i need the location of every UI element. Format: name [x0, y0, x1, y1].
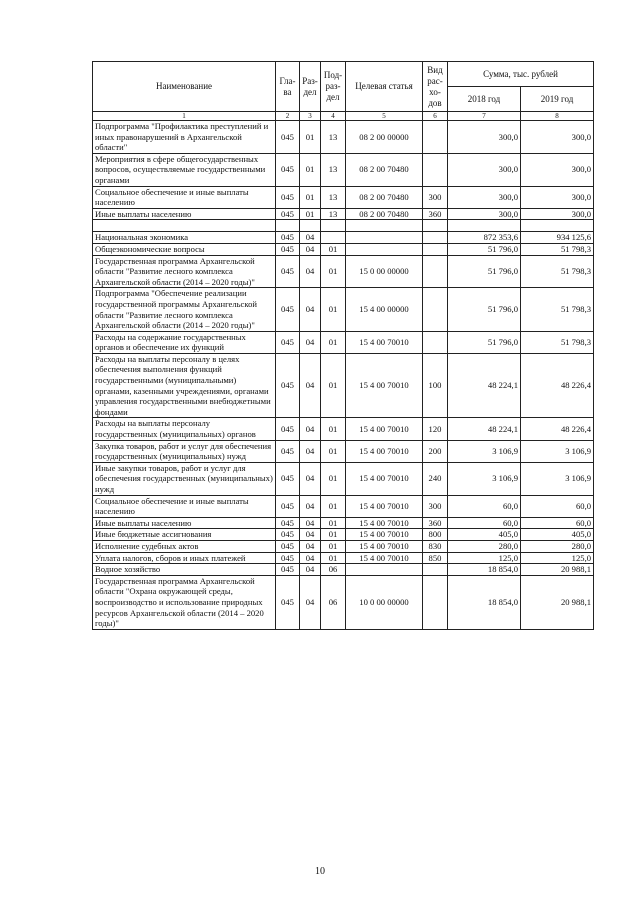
- row-vid-cell: 200: [423, 440, 448, 462]
- row-vid-cell: 300: [423, 186, 448, 208]
- table-row: [93, 418, 594, 440]
- row-sum-2019-cell: 60,0: [521, 517, 594, 529]
- row-razdel-cell: 04: [300, 418, 321, 440]
- row-podrazdel-cell: 01: [321, 462, 346, 495]
- row-glava-cell: 045: [276, 575, 300, 629]
- row-vid-cell: [423, 121, 448, 154]
- row-target-cell: [346, 232, 423, 244]
- row-vid-cell: 850: [423, 552, 448, 564]
- row-sum-2018-cell: 18 854,0: [448, 564, 521, 576]
- row-target-cell: 15 4 00 70010: [346, 552, 423, 564]
- row-glava-cell: 045: [276, 418, 300, 440]
- row-sum-2019-cell: 3 106,9: [521, 440, 594, 462]
- row-target-cell: 15 4 00 70010: [346, 440, 423, 462]
- row-sum-2019-cell: 51 798,3: [521, 255, 594, 288]
- row-sum-2018-cell: 48 224,1: [448, 353, 521, 418]
- row-target-cell: 15 4 00 70010: [346, 331, 423, 353]
- row-name-cell: Общеэкономические вопросы: [93, 243, 276, 255]
- row-podrazdel-cell: 01: [321, 517, 346, 529]
- row-target-cell: [346, 220, 423, 232]
- row-sum-2019-cell: 125,0: [521, 552, 594, 564]
- row-sum-2018-cell: 51 796,0: [448, 255, 521, 288]
- budget-table: [92, 61, 594, 630]
- row-sum-2018-cell: 48 224,1: [448, 418, 521, 440]
- row-target-cell: 15 4 00 70010: [346, 540, 423, 552]
- row-glava-cell: 045: [276, 243, 300, 255]
- row-name-cell: Расходы на выплаты персоналу в целях обеспечения выполнения функций государственными (муниципальными) органами, казенными учреждениями, органами управления государственными внебюджетными фондами: [93, 353, 276, 418]
- header-2019: 2019 год: [521, 87, 594, 112]
- row-podrazdel-cell: 01: [321, 353, 346, 418]
- table-row: [93, 243, 594, 255]
- row-vid-cell: [423, 232, 448, 244]
- row-target-cell: 08 2 00 70480: [346, 153, 423, 186]
- header-vid: Вид рас-хо-дов: [423, 62, 448, 112]
- row-name-cell: Водное хозяйство: [93, 564, 276, 576]
- header-glava: Гла-ва: [276, 62, 300, 112]
- row-target-cell: 15 4 00 70010: [346, 353, 423, 418]
- budget-document-page: [92, 61, 593, 630]
- row-target-cell: [346, 243, 423, 255]
- table-row: [93, 121, 594, 154]
- row-razdel-cell: [300, 220, 321, 232]
- row-name-cell: Государственная программа Архангельской области "Развитие лесного комплекса Архангельской области (2014 – 2020 годы)": [93, 255, 276, 288]
- row-podrazdel-cell: 01: [321, 418, 346, 440]
- row-vid-cell: 800: [423, 529, 448, 541]
- column-number: 2: [276, 112, 300, 121]
- row-razdel-cell: 01: [300, 186, 321, 208]
- row-podrazdel-cell: 13: [321, 153, 346, 186]
- row-vid-cell: 100: [423, 353, 448, 418]
- row-razdel-cell: 04: [300, 353, 321, 418]
- row-razdel-cell: 04: [300, 564, 321, 576]
- column-number: 1: [93, 112, 276, 121]
- row-razdel-cell: 01: [300, 208, 321, 220]
- row-name-cell: Подпрограмма "Обеспечение реализации государственной программы Архангельской области "Развитие лесного комплекса Архангельской области (2014 – 2020 годы)": [93, 288, 276, 331]
- row-target-cell: 10 0 00 00000: [346, 575, 423, 629]
- row-glava-cell: 045: [276, 121, 300, 154]
- row-target-cell: 15 4 00 70010: [346, 418, 423, 440]
- row-podrazdel-cell: 01: [321, 552, 346, 564]
- row-glava-cell: 045: [276, 564, 300, 576]
- row-glava-cell: 045: [276, 462, 300, 495]
- row-vid-cell: [423, 255, 448, 288]
- row-sum-2018-cell: 51 796,0: [448, 331, 521, 353]
- row-sum-2019-cell: 300,0: [521, 208, 594, 220]
- row-sum-2018-cell: [448, 220, 521, 232]
- table-spacer-row: [93, 220, 594, 232]
- row-sum-2018-cell: 300,0: [448, 153, 521, 186]
- column-number: 6: [423, 112, 448, 121]
- table-row: [93, 529, 594, 541]
- row-sum-2018-cell: 300,0: [448, 208, 521, 220]
- row-target-cell: 15 4 00 70010: [346, 517, 423, 529]
- row-sum-2019-cell: 280,0: [521, 540, 594, 552]
- row-razdel-cell: 04: [300, 462, 321, 495]
- row-sum-2018-cell: 300,0: [448, 186, 521, 208]
- row-podrazdel-cell: 01: [321, 529, 346, 541]
- row-name-cell: Уплата налогов, сборов и иных платежей: [93, 552, 276, 564]
- row-name-cell: Исполнение судебных актов: [93, 540, 276, 552]
- row-sum-2019-cell: 51 798,3: [521, 243, 594, 255]
- table-row: [93, 353, 594, 418]
- row-razdel-cell: 01: [300, 121, 321, 154]
- row-sum-2019-cell: 20 988,1: [521, 575, 594, 629]
- row-sum-2019-cell: 51 798,3: [521, 331, 594, 353]
- row-razdel-cell: 04: [300, 575, 321, 629]
- table-row: [93, 208, 594, 220]
- table-row: [93, 331, 594, 353]
- column-number: 3: [300, 112, 321, 121]
- table-row: [93, 517, 594, 529]
- row-podrazdel-cell: 01: [321, 440, 346, 462]
- row-sum-2018-cell: 300,0: [448, 121, 521, 154]
- row-target-cell: [346, 564, 423, 576]
- row-podrazdel-cell: 01: [321, 288, 346, 331]
- row-glava-cell: 045: [276, 440, 300, 462]
- row-target-cell: 15 4 00 70010: [346, 529, 423, 541]
- row-name-cell: Расходы на выплаты персоналу государственных (муниципальных) органов: [93, 418, 276, 440]
- row-sum-2019-cell: 3 106,9: [521, 462, 594, 495]
- row-sum-2019-cell: 20 988,1: [521, 564, 594, 576]
- row-sum-2018-cell: 60,0: [448, 517, 521, 529]
- row-podrazdel-cell: 01: [321, 540, 346, 552]
- row-glava-cell: 045: [276, 208, 300, 220]
- row-vid-cell: [423, 243, 448, 255]
- header-razdel: Раз-дел: [300, 62, 321, 112]
- row-sum-2019-cell: [521, 220, 594, 232]
- row-name-cell: Закупка товаров, работ и услуг для обеспечения государственных (муниципальных) нужд: [93, 440, 276, 462]
- row-name-cell: Расходы на содержание государственных органов и обеспечение их функций: [93, 331, 276, 353]
- row-sum-2018-cell: 60,0: [448, 495, 521, 517]
- table-row: [93, 153, 594, 186]
- row-sum-2019-cell: 300,0: [521, 121, 594, 154]
- row-sum-2018-cell: 3 106,9: [448, 440, 521, 462]
- row-glava-cell: 045: [276, 529, 300, 541]
- table-row: [93, 232, 594, 244]
- row-glava-cell: 045: [276, 495, 300, 517]
- row-name-cell: Национальная экономика: [93, 232, 276, 244]
- row-target-cell: 15 4 00 00000: [346, 288, 423, 331]
- column-number: 4: [321, 112, 346, 121]
- row-sum-2018-cell: 125,0: [448, 552, 521, 564]
- row-podrazdel-cell: 01: [321, 331, 346, 353]
- row-podrazdel-cell: 01: [321, 255, 346, 288]
- table-header-row: [93, 62, 594, 87]
- row-vid-cell: 240: [423, 462, 448, 495]
- table-row: [93, 255, 594, 288]
- row-glava-cell: 045: [276, 255, 300, 288]
- row-name-cell: Государственная программа Архангельской области "Охрана окружающей среды, воспроизводство и использование природных ресурсов Архангельской области (2014 – 2020 годы)": [93, 575, 276, 629]
- row-target-cell: 08 2 00 00000: [346, 121, 423, 154]
- row-podrazdel-cell: [321, 220, 346, 232]
- row-vid-cell: [423, 331, 448, 353]
- header-name: Наименование: [93, 62, 276, 112]
- row-sum-2019-cell: 51 798,3: [521, 288, 594, 331]
- table-row: [93, 540, 594, 552]
- row-sum-2018-cell: 280,0: [448, 540, 521, 552]
- header-2018: 2018 год: [448, 87, 521, 112]
- row-glava-cell: 045: [276, 353, 300, 418]
- row-razdel-cell: 04: [300, 255, 321, 288]
- row-razdel-cell: 04: [300, 288, 321, 331]
- row-razdel-cell: 04: [300, 495, 321, 517]
- row-name-cell: [93, 220, 276, 232]
- row-sum-2019-cell: 48 226,4: [521, 353, 594, 418]
- row-glava-cell: 045: [276, 232, 300, 244]
- row-name-cell: Иные выплаты населению: [93, 208, 276, 220]
- row-sum-2019-cell: 405,0: [521, 529, 594, 541]
- row-razdel-cell: 04: [300, 517, 321, 529]
- row-sum-2019-cell: 300,0: [521, 186, 594, 208]
- row-glava-cell: 045: [276, 552, 300, 564]
- row-glava-cell: 045: [276, 540, 300, 552]
- table-row: [93, 495, 594, 517]
- row-sum-2019-cell: 60,0: [521, 495, 594, 517]
- row-glava-cell: 045: [276, 331, 300, 353]
- row-podrazdel-cell: 01: [321, 243, 346, 255]
- table-row: [93, 462, 594, 495]
- row-sum-2018-cell: 51 796,0: [448, 288, 521, 331]
- row-podrazdel-cell: 13: [321, 121, 346, 154]
- row-podrazdel-cell: [321, 232, 346, 244]
- row-vid-cell: [423, 220, 448, 232]
- row-razdel-cell: 04: [300, 232, 321, 244]
- row-razdel-cell: 04: [300, 540, 321, 552]
- row-razdel-cell: 01: [300, 153, 321, 186]
- table-row: [93, 564, 594, 576]
- row-glava-cell: [276, 220, 300, 232]
- row-name-cell: Социальное обеспечение и иные выплаты населению: [93, 186, 276, 208]
- header-podrazdel: Под-раз-дел: [321, 62, 346, 112]
- row-sum-2018-cell: 51 796,0: [448, 243, 521, 255]
- row-glava-cell: 045: [276, 153, 300, 186]
- column-number: 8: [521, 112, 594, 121]
- row-sum-2019-cell: 300,0: [521, 153, 594, 186]
- row-sum-2018-cell: 18 854,0: [448, 575, 521, 629]
- row-podrazdel-cell: 13: [321, 186, 346, 208]
- row-vid-cell: 830: [423, 540, 448, 552]
- row-name-cell: Иные закупки товаров, работ и услуг для обеспечения государственных (муниципальных) нужд: [93, 462, 276, 495]
- row-name-cell: Иные выплаты населению: [93, 517, 276, 529]
- row-vid-cell: [423, 153, 448, 186]
- row-razdel-cell: 04: [300, 440, 321, 462]
- table-row: [93, 288, 594, 331]
- header-target: Целевая статья: [346, 62, 423, 112]
- row-vid-cell: 360: [423, 517, 448, 529]
- row-target-cell: 08 2 00 70480: [346, 186, 423, 208]
- row-glava-cell: 045: [276, 517, 300, 529]
- row-podrazdel-cell: 13: [321, 208, 346, 220]
- column-number-row: [93, 112, 594, 121]
- table-row: [93, 575, 594, 629]
- row-sum-2018-cell: 3 106,9: [448, 462, 521, 495]
- row-podrazdel-cell: 06: [321, 564, 346, 576]
- row-glava-cell: 045: [276, 186, 300, 208]
- column-number: 7: [448, 112, 521, 121]
- column-number: 5: [346, 112, 423, 121]
- row-vid-cell: [423, 564, 448, 576]
- row-razdel-cell: 04: [300, 529, 321, 541]
- row-target-cell: 15 4 00 70010: [346, 462, 423, 495]
- row-name-cell: Иные бюджетные ассигнования: [93, 529, 276, 541]
- table-row: [93, 552, 594, 564]
- row-sum-2018-cell: 872 353,6: [448, 232, 521, 244]
- row-sum-2019-cell: 48 226,4: [521, 418, 594, 440]
- row-vid-cell: 360: [423, 208, 448, 220]
- row-vid-cell: 120: [423, 418, 448, 440]
- row-sum-2018-cell: 405,0: [448, 529, 521, 541]
- row-target-cell: 15 4 00 70010: [346, 495, 423, 517]
- row-glava-cell: 045: [276, 288, 300, 331]
- table-row: [93, 440, 594, 462]
- row-vid-cell: [423, 575, 448, 629]
- row-sum-2019-cell: 934 125,6: [521, 232, 594, 244]
- row-target-cell: 08 2 00 70480: [346, 208, 423, 220]
- row-name-cell: Подпрограмма "Профилактика преступлений и иных правонарушений в Архангельской области": [93, 121, 276, 154]
- header-sum: Сумма, тыс. рублей: [448, 62, 594, 87]
- table-row: [93, 186, 594, 208]
- row-podrazdel-cell: 06: [321, 575, 346, 629]
- row-razdel-cell: 04: [300, 552, 321, 564]
- row-vid-cell: 300: [423, 495, 448, 517]
- row-podrazdel-cell: 01: [321, 495, 346, 517]
- row-razdel-cell: 04: [300, 243, 321, 255]
- page-number: 10: [315, 866, 325, 877]
- row-name-cell: Мероприятия в сфере общегосударственных вопросов, осуществляемые государственными органами: [93, 153, 276, 186]
- row-vid-cell: [423, 288, 448, 331]
- row-name-cell: Социальное обеспечение и иные выплаты населению: [93, 495, 276, 517]
- row-target-cell: 15 0 00 00000: [346, 255, 423, 288]
- row-razdel-cell: 04: [300, 331, 321, 353]
